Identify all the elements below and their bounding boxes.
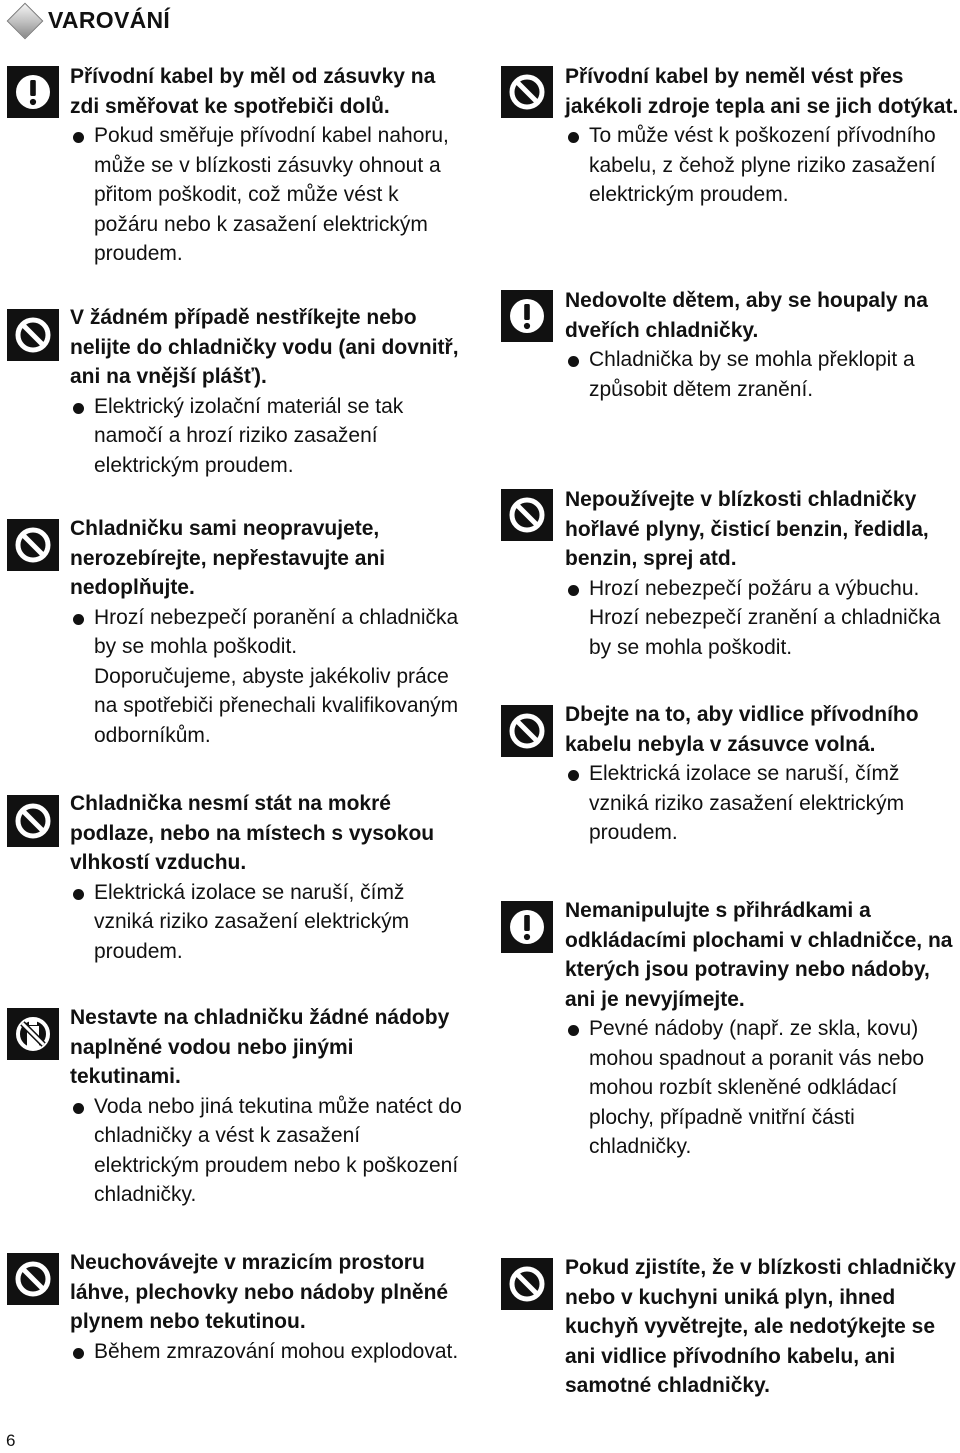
warning-item	[70, 62, 465, 269]
warning-bullet: Pokud směřuje přívodní kabel nahoru, může se v blízkosti zásuvky ohnout a přitom poškodit, což může vést k požáru nebo k zasažení elektrickým proudem.	[70, 121, 465, 269]
warning-title: Dbejte na to, aby vidlice přívodního kabelu nebyla v zásuvce volná.	[565, 703, 919, 756]
prohibited-icon	[501, 705, 553, 757]
prohibited-icon	[501, 489, 553, 541]
warning-bullet: Elektrický izolační materiál se tak namočí a hrozí riziko zasažení elektrickým proudem.	[70, 392, 465, 481]
warning-title: Nedovolte dětem, aby se houpaly na dveřích chladničky.	[565, 289, 928, 342]
warning-item	[565, 485, 960, 662]
warning-bullet: Elektrická izolace se naruší, čímž vzniká riziko zasažení elektrickým proudem.	[565, 759, 960, 848]
prohibited-icon	[7, 519, 59, 571]
warning-title: Přívodní kabel by neměl vést přes jakékoli zdroje tepla ani se jich dotýkat.	[565, 65, 959, 118]
warning-bullet: Elektrická izolace se naruší, čímž vzniká riziko zasažení elektrickým proudem.	[70, 878, 465, 967]
prohibited-icon	[501, 66, 553, 118]
warning-item	[565, 286, 960, 404]
header	[6, 2, 170, 34]
warning-item	[70, 514, 465, 750]
warning-item	[70, 303, 465, 480]
warning-bullet: Hrozí nebezpečí poranění a chladnička by se mohla poškodit.	[70, 603, 465, 662]
warning-title: Chladničku sami neopravujete, nerozebírejte, nepřestavujte ani nedoplňujte.	[70, 517, 386, 599]
warning-title: Nestavte na chladničku žádné nádoby naplněné vodou nebo jinými tekutinami.	[70, 1006, 450, 1088]
exclamation-icon	[501, 290, 553, 342]
warning-bullet: Hrozí nebezpečí požáru a výbuchu.	[565, 574, 960, 604]
prohibited-icon	[7, 1253, 59, 1305]
warning-bullet: Voda nebo jiná tekutina může natéct do chladničky a vést k zasažení elektrickým proudem nebo k poškození chladničky.	[70, 1092, 465, 1210]
warning-item	[565, 700, 960, 848]
warning-title: Chladnička nesmí stát na mokré podlaze, nebo na místech s vysokou vlhkostí vzduchu.	[70, 792, 435, 874]
prohibited-icon	[7, 309, 59, 361]
prohibited-icon	[501, 1258, 553, 1310]
warning-bullet: Chladnička by se mohla překlopit a způsobit dětem zranění.	[565, 345, 960, 404]
warning-diamond-icon	[7, 3, 44, 40]
exclamation-icon	[7, 66, 59, 118]
exclamation-icon	[501, 901, 553, 953]
warning-item	[70, 1248, 465, 1366]
warning-item	[565, 896, 960, 1162]
warning-bullet: Pevné nádoby (např. ze skla, kovu) mohou spadnout a poranit vás nebo mohou rozbít skleněné odkládací plochy, případně vnitřní části chladničky.	[565, 1014, 960, 1162]
warning-continuation: Hrozí nebezpečí zranění a chladnička by se mohla poškodit.	[589, 606, 941, 659]
warning-title: Nemanipulujte s přihrádkami a odkládacími plochami v chladničce, na kterých jsou potraviny nebo nádoby, ani je nevyjímejte.	[565, 899, 953, 1011]
warning-continuation: Doporučujeme, abyste jakékoliv práce na spotřebiči přenechali kvalifikovaným odborníkům.	[94, 664, 459, 747]
warning-title: Nepoužívejte v blízkosti chladničky hořlavé plyny, čisticí benzin, ředidla, benzin, sprej atd.	[565, 488, 929, 570]
warning-item	[565, 1253, 960, 1401]
warning-item	[70, 1003, 465, 1210]
warning-title: Přívodní kabel by měl od zásuvky na zdi směřovat ke spotřebiči dolů.	[70, 65, 436, 118]
page-number: 6	[6, 1431, 16, 1450]
warning-title: V žádném případě nestříkejte nebo nelijte do chladničky vodu (ani dovnitř, ani na vnější plášť).	[70, 306, 459, 388]
warning-title: Neuchovávejte v mrazicím prostoru láhve, plechovky nebo nádoby plněné plynem nebo tekutinou.	[70, 1251, 449, 1333]
warning-bullet: Během zmrazování mohou explodovat.	[70, 1337, 465, 1367]
section-title: VAROVÁNÍ	[48, 7, 171, 33]
prohibited-icon	[7, 795, 59, 847]
warning-item	[565, 62, 960, 210]
warning-item	[70, 789, 465, 966]
warning-title: Pokud zjistíte, že v blízkosti chladničky nebo v kuchyni uniká plyn, ihned kuchyň vyvětrejte, ale nedotýkejte se ani vidlice přívodního kabelu, ani samotné chladničky.	[565, 1256, 956, 1397]
warning-bullet: To může vést k poškození přívodního kabelu, z čehož plyne riziko zasažení elektrickým proudem.	[565, 121, 960, 210]
no-bottle-icon	[7, 1008, 59, 1060]
